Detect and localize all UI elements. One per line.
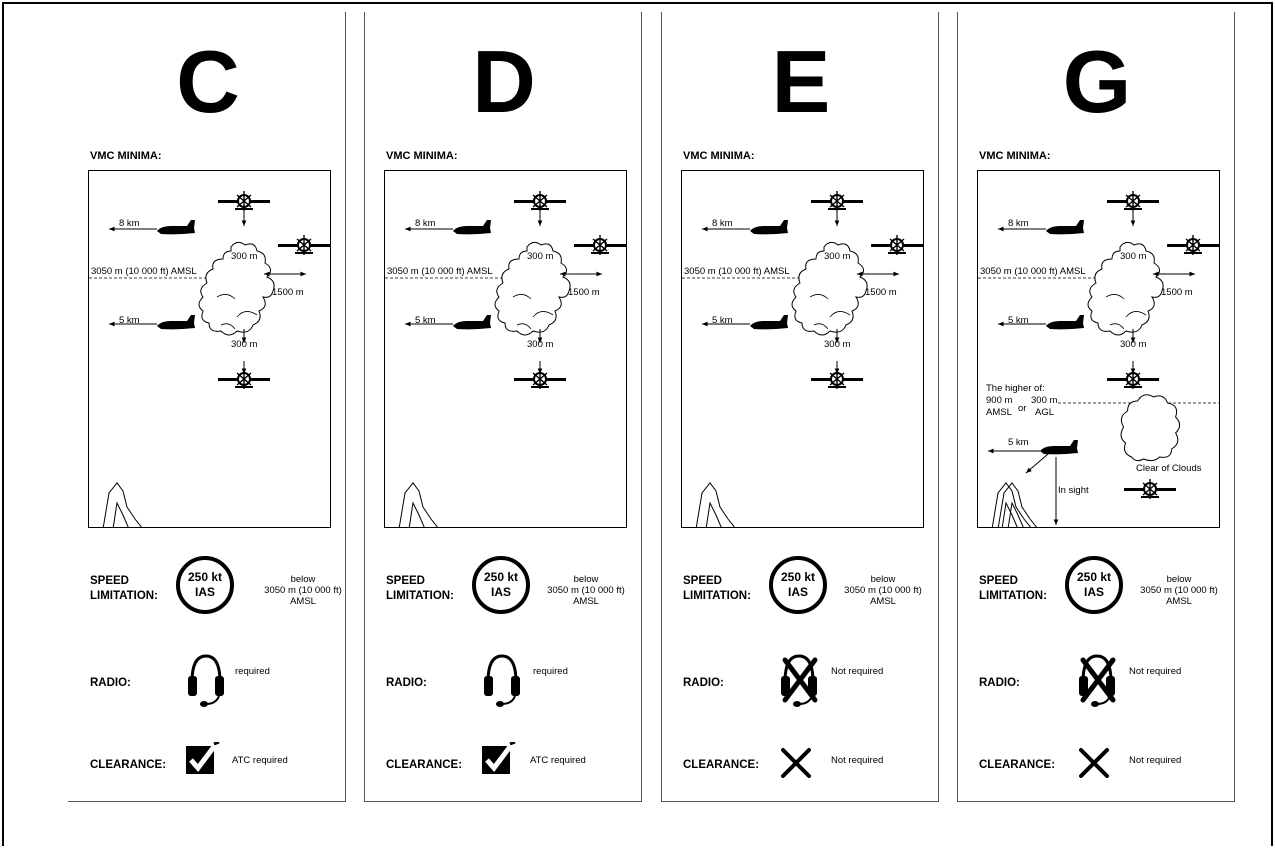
speed-label-line2: LIMITATION: (90, 590, 158, 602)
page-frame-right-edge (1271, 2, 1273, 846)
horizontal-distance-label: 1500 m (272, 287, 304, 298)
microphone (1091, 701, 1099, 707)
left-earcup (484, 676, 493, 696)
vertical-above-label: 300 m (1120, 251, 1147, 262)
aircraft-above-icon (1107, 191, 1159, 211)
speed-unit: IAS (490, 585, 511, 599)
aircraft-upper-icon (157, 220, 195, 234)
speed-limit-roundel (176, 556, 234, 614)
speed-label-line1: SPEED (683, 575, 722, 587)
speed-note-line3: AMSL (290, 596, 316, 607)
low-visibility-label: 5 km (1008, 437, 1029, 448)
horizontal-distance-label: 1500 m (865, 287, 897, 298)
speed-note (1129, 574, 1229, 607)
panel-bottom-rule (68, 801, 346, 802)
speed-limitation-label (979, 574, 1047, 604)
aircraft-above-icon (218, 191, 270, 211)
radio-requirement: required (533, 666, 568, 677)
aircraft-clear-icon (1124, 479, 1176, 499)
vertical-above-label: 300 m (824, 251, 851, 262)
airspace-class-letter: E (771, 32, 829, 131)
aircraft-below-icon (514, 369, 566, 389)
visibility-upper-label: 8 km (119, 218, 140, 229)
headset-crossed-icon (1073, 652, 1121, 710)
agl-label: AGL (1035, 407, 1055, 418)
radio-requirement: Not required (1129, 666, 1182, 677)
amsl-value-label: 900 m (986, 395, 1013, 406)
vertical-below-label: 300 m (231, 339, 258, 350)
class-g-panel (957, 12, 1235, 802)
panel-bottom-rule (661, 801, 939, 802)
vmc-minima-diagram (681, 170, 924, 528)
microphone-boom (502, 696, 515, 704)
headset-icon (482, 652, 522, 710)
speed-note (536, 574, 636, 607)
check-tail (214, 742, 219, 744)
agl-value-label: 300 m (1031, 395, 1058, 406)
class-c-panel (68, 12, 346, 802)
radio-requirement: required (235, 666, 270, 677)
radio-requirement: Not required (831, 666, 884, 677)
vmc-minima-label: VMC MINIMA: (979, 150, 1051, 162)
x-mark (783, 750, 809, 776)
aircraft-above-icon (811, 191, 863, 211)
vertical-below-label: 300 m (1120, 339, 1147, 350)
speed-limit-roundel (1065, 556, 1123, 614)
aircraft-side-icon (871, 235, 923, 255)
checkmark-icon (186, 742, 220, 776)
speed-unit: IAS (787, 585, 808, 599)
visibility-lower-label: 5 km (415, 315, 436, 326)
speed-limit-roundel (472, 556, 530, 614)
terrain-low-icon (998, 483, 1038, 528)
class-d-panel (364, 12, 642, 802)
aircraft-side-icon (574, 235, 626, 255)
x-mark (1081, 750, 1107, 776)
headset-icon (186, 652, 226, 710)
speed-note (833, 574, 933, 607)
speed-value: 250 kt (780, 570, 816, 584)
panel-bottom-rule (364, 801, 642, 802)
aircraft-low-icon (1040, 440, 1078, 454)
clearance-requirement: Not required (831, 755, 884, 766)
vmc-minima-label: VMC MINIMA: (683, 150, 755, 162)
terrain-sight-arrow (1026, 454, 1048, 473)
clearance-requirement: ATC required (232, 755, 288, 766)
speed-label-line2: LIMITATION: (386, 590, 454, 602)
horizontal-distance-label: 1500 m (1161, 287, 1193, 298)
horizontal-distance-label: 1500 m (568, 287, 600, 298)
visibility-upper-label: 8 km (1008, 218, 1029, 229)
higher-of-label: The higher of: (986, 383, 1045, 394)
check-tail (510, 742, 515, 744)
terrain-icon (399, 483, 439, 528)
cross-icon (781, 748, 811, 778)
speed-value: 250 kt (483, 570, 519, 584)
airspace-class-letter: D (472, 32, 534, 131)
clearance-label: CLEARANCE: (683, 759, 760, 771)
speed-note-line1: below (1166, 574, 1192, 585)
speed-limitation-label (90, 574, 158, 604)
speed-note-line1: below (573, 574, 599, 585)
aircraft-lower-icon (157, 315, 195, 329)
clearance-requirement: Not required (1129, 755, 1182, 766)
speed-unit: IAS (194, 585, 215, 599)
visibility-upper-label: 8 km (712, 218, 733, 229)
low-visibility-arrow (988, 449, 1040, 454)
vertical-above-label: 300 m (527, 251, 554, 262)
aircraft-below-icon (218, 369, 270, 389)
terrain-icon (103, 483, 143, 528)
in-sight-label: In sight (1058, 485, 1089, 496)
speed-note-line2: 3050 m (10 000 ft) (547, 585, 625, 596)
speed-note-line2: 3050 m (10 000 ft) (1140, 585, 1218, 596)
radio-label: RADIO: (683, 677, 724, 689)
speed-note-line1: below (870, 574, 896, 585)
speed-unit: IAS (1083, 585, 1104, 599)
clearance-requirement: ATC required (530, 755, 586, 766)
headset-crossed-icon (775, 652, 823, 710)
terrain-icon (696, 483, 736, 528)
speed-note (258, 574, 348, 607)
altitude-line-label: 3050 m (10 000 ft) AMSL (684, 266, 790, 277)
microphone-boom (206, 696, 219, 704)
clear-of-clouds-label: Clear of Clouds (1136, 463, 1202, 474)
speed-note-line3: AMSL (1166, 596, 1192, 607)
speed-limit-roundel (769, 556, 827, 614)
visibility-upper-label: 8 km (415, 218, 436, 229)
speed-note-line2: 3050 m (10 000 ft) (264, 585, 342, 596)
speed-note-line1: below (290, 574, 316, 585)
microphone (200, 701, 208, 707)
class-e-panel (661, 12, 939, 802)
vertical-above-arrow (1131, 211, 1136, 226)
clearance-label: CLEARANCE: (90, 759, 167, 771)
vertical-above-arrow (835, 211, 840, 226)
vmc-minima-diagram (384, 170, 627, 528)
microphone (496, 701, 504, 707)
radio-label: RADIO: (386, 677, 427, 689)
speed-label-line2: LIMITATION: (979, 590, 1047, 602)
microphone (793, 701, 801, 707)
left-earcup (188, 676, 197, 696)
aircraft-below-icon (811, 369, 863, 389)
panel-bottom-rule (957, 801, 1235, 802)
altitude-line-label: 3050 m (10 000 ft) AMSL (387, 266, 493, 277)
checkmark-icon (482, 742, 516, 776)
right-earcup (511, 676, 520, 696)
speed-label-line2: LIMITATION: (683, 590, 751, 602)
vertical-below-label: 300 m (824, 339, 851, 350)
right-earcup (215, 676, 224, 696)
aircraft-lower-icon (1046, 315, 1084, 329)
amsl-label: AMSL (986, 407, 1012, 418)
vmc-minima-diagram (88, 170, 331, 528)
visibility-lower-label: 5 km (712, 315, 733, 326)
vertical-above-arrow (242, 211, 247, 226)
clearance-label: CLEARANCE: (386, 759, 463, 771)
clearance-label: CLEARANCE: (979, 759, 1056, 771)
airspace-class-letter: C (176, 32, 238, 131)
aircraft-side-icon (278, 235, 330, 255)
vmc-minima-label: VMC MINIMA: (90, 150, 162, 162)
small-cloud-icon (1121, 395, 1180, 461)
aircraft-below-icon (1107, 369, 1159, 389)
visibility-lower-label: 5 km (1008, 315, 1029, 326)
radio-label: RADIO: (979, 677, 1020, 689)
airspace-class-letter: G (1062, 32, 1130, 131)
speed-value: 250 kt (1076, 570, 1112, 584)
aircraft-above-icon (514, 191, 566, 211)
altitude-line-label: 3050 m (10 000 ft) AMSL (980, 266, 1086, 277)
speed-limitation-label (683, 574, 751, 604)
vertical-below-label: 300 m (527, 339, 554, 350)
speed-value: 250 kt (187, 570, 223, 584)
aircraft-upper-icon (750, 220, 788, 234)
aircraft-upper-icon (1046, 220, 1084, 234)
radio-label: RADIO: (90, 677, 131, 689)
aircraft-lower-icon (750, 315, 788, 329)
speed-label-line1: SPEED (386, 575, 425, 587)
speed-note-line3: AMSL (870, 596, 896, 607)
aircraft-upper-icon (453, 220, 491, 234)
speed-note-line2: 3050 m (10 000 ft) (844, 585, 922, 596)
speed-label-line1: SPEED (90, 575, 129, 587)
altitude-line-label: 3050 m (10 000 ft) AMSL (91, 266, 197, 277)
vertical-above-arrow (538, 211, 543, 226)
vmc-minima-diagram (977, 170, 1220, 528)
vmc-minima-label: VMC MINIMA: (386, 150, 458, 162)
speed-limitation-label (386, 574, 454, 604)
aircraft-lower-icon (453, 315, 491, 329)
visibility-lower-label: 5 km (119, 315, 140, 326)
vertical-above-label: 300 m (231, 251, 258, 262)
cross-icon (1079, 748, 1109, 778)
or-label: or (1018, 403, 1027, 414)
speed-note-line3: AMSL (573, 596, 599, 607)
aircraft-side-icon (1167, 235, 1219, 255)
speed-label-line1: SPEED (979, 575, 1018, 587)
